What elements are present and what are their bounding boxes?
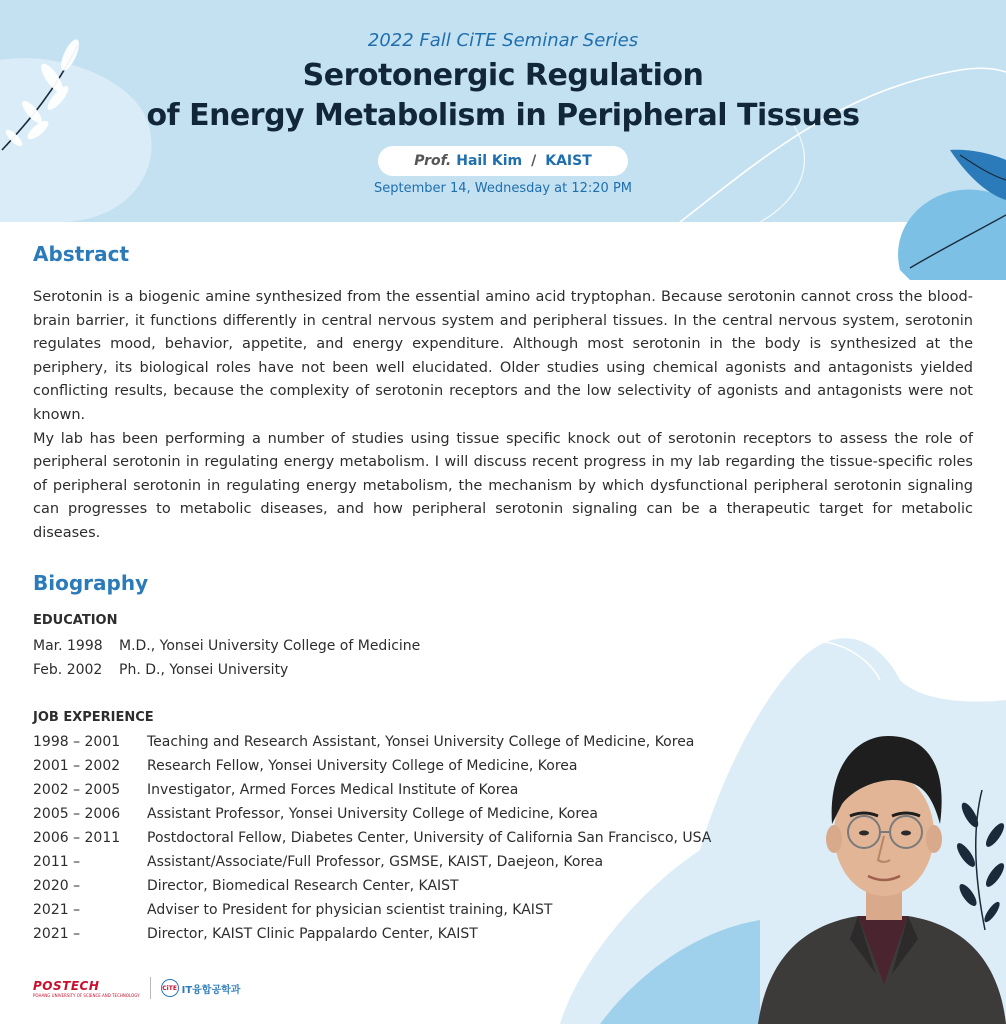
job-desc: Research Fellow, Yonsei University College of Medicine, Korea [147, 758, 578, 774]
list-item [33, 658, 420, 682]
postech-logo [33, 979, 140, 998]
list-item [33, 754, 711, 778]
job-desc: Postdoctoral Fellow, Diabetes Center, University of California San Francisco, USA [147, 830, 712, 846]
logo-divider [150, 977, 151, 999]
cite-logo-icon [161, 979, 179, 997]
job-years: 2006 – 2011 [33, 830, 121, 846]
speaker-prefix: Prof. [414, 153, 452, 169]
list-item [33, 850, 711, 874]
list-item [33, 922, 711, 946]
job-desc: Assistant/Associate/Full Professor, GSMSE, KAIST, Daejeon, Korea [147, 854, 604, 870]
job-years: 2011 – [33, 854, 81, 870]
job-desc: Director, Biomedical Research Center, KAIST [147, 878, 459, 894]
job-desc: Teaching and Research Assistant, Yonsei University College of Medicine, Korea [147, 734, 695, 750]
postech-wordmark: POSTECH [33, 978, 100, 993]
list-item [33, 730, 711, 754]
job-desc: Adviser to President for physician scientist training, KAIST [147, 902, 553, 918]
abstract-paragraph-1: Serotonin is a biogenic amine synthesized from the essential amino acid tryptophan. Because serotonin cannot cross the blood-brain barrier, it functions differently in central nervous system and peripheral tissues. In the central nervous system, serotonin regulates mood, behavior, appetite, and energy expenditure. Although most serotonin in the body is synthesized at the periphery, its biological roles have not been well elucidated. Older studies using chemical agonists and antagonists yielded conflicting results, because the complexity of serotonin receptors and the low selectivity of agonists and antagonists were not known. [33, 289, 973, 423]
education-list [33, 634, 420, 682]
job-years: 2020 – [33, 878, 81, 894]
job-years: 2005 – 2006 [33, 806, 121, 822]
list-item [33, 826, 711, 850]
footer-logos [33, 977, 240, 999]
job-desc: Assistant Professor, Yonsei University College of Medicine, Korea [147, 806, 599, 822]
job-desc: Investigator, Armed Forces Medical Institute of Korea [147, 782, 519, 798]
job-experience-list [33, 730, 711, 946]
seminar-series: 2022 Fall CiTE Seminar Series [367, 30, 639, 51]
biography-heading: Biography [33, 571, 149, 595]
education-heading: EDUCATION [33, 613, 118, 628]
list-item [33, 778, 711, 802]
list-item [33, 898, 711, 922]
list-item [33, 802, 711, 826]
page-title-line2: of Energy Metabolism in Peripheral Tissues [146, 98, 860, 133]
abstract-paragraph-2: My lab has been performing a number of studies using tissue specific knock out of serotonin receptors to assess the role of peripheral serotonin in regulating energy metabolism. I will discuss recent progress in my lab regarding the tissue-specific roles of peripheral serotonin in regulating energy metabolism, the mechanism by which dysfunctional peripheral serotonin signaling can progresses to metabolic diseases, and how peripheral serotonin signaling can be a therapeutic target for metabolic diseases. [33, 430, 973, 541]
seminar-date: September 14, Wednesday at 12:20 PM [373, 181, 633, 196]
list-item [33, 874, 711, 898]
job-years: 1998 – 2001 [33, 734, 121, 750]
job-years: 2001 – 2002 [33, 758, 121, 774]
abstract-heading: Abstract [33, 242, 130, 266]
job-years: 2002 – 2005 [33, 782, 121, 798]
speaker-name: Hail Kim [456, 153, 523, 169]
job-experience-heading: JOB EXPERIENCE [33, 710, 154, 725]
education-desc: Ph. D., Yonsei University [119, 662, 289, 678]
list-item [33, 634, 420, 658]
education-date: Feb. 2002 [33, 662, 103, 678]
cite-department: IT융합공학과 [181, 984, 241, 996]
job-years: 2021 – [33, 926, 81, 942]
speaker-photo [758, 724, 1006, 1024]
speaker-separator: / [531, 153, 537, 169]
cite-mark-text: CiTE [162, 984, 177, 992]
education-date: Mar. 1998 [33, 638, 103, 654]
postech-subtitle: POHANG UNIVERSITY OF SCIENCE AND TECHNOLOGY [33, 992, 140, 998]
speaker-institution: KAIST [545, 153, 592, 169]
education-desc: M.D., Yonsei University College of Medicine [119, 638, 421, 654]
page-title-line1: Serotonergic Regulation [302, 58, 704, 93]
job-desc: Director, KAIST Clinic Pappalardo Center, KAIST [147, 926, 478, 942]
abstract-body [33, 286, 973, 546]
job-years: 2021 – [33, 902, 81, 918]
